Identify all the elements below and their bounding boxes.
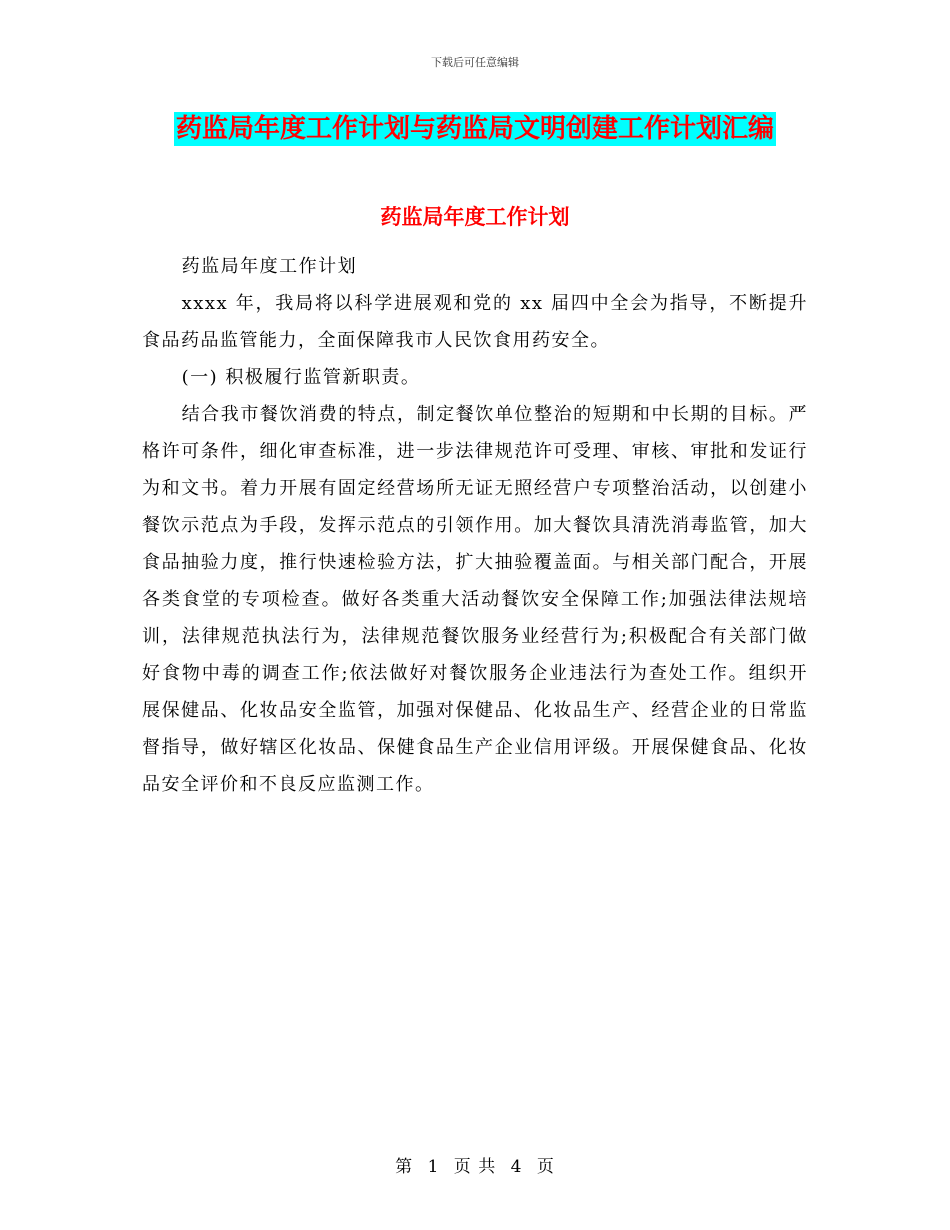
paragraph-subtitle: 药监局年度工作计划 xyxy=(181,256,358,277)
page-footer xyxy=(0,1152,950,1177)
document-title: 药监局年度工作计划与药监局文明创建工作计划汇编 xyxy=(175,114,774,144)
footer-mid: 页 共 xyxy=(453,1157,497,1177)
paragraph-intro: xxxx 年，我局将以科学进展观和党的 xx 届四中全会为指导，不断提升食品药品监管能力，全面保障我市人民饮食用药安全。 xyxy=(142,293,808,351)
footer-total-pages: 4 xyxy=(510,1157,523,1177)
paragraph-body: 结合我市餐饮消费的特点，制定餐饮单位整治的短期和中长期的目标。严格许可条件，细化审查标准，进一步法律规范许可受理、审核、审批和发证行为和文书。着力开展有固定经营场所无证无照经营户专项整治活动，以创建小餐饮示范点为手段，发挥示范点的引领作用。加大餐饮具清洗消毒监管，加大食品抽验力度，推行快速检验方法，扩大抽验覆盖面。与相关部门配合，开展各类食堂的专项检查。做好各类重大活动餐饮安全保障工作;加强法律法规培训，法律规范执法行为，法律规范餐饮服务业经营行为;积极配合有关部门做好食物中毒的调查工作;依法做好对餐饮服务企业违法行为查处工作。组织开展保健品、化妆品安全监管，加强对保健品、化妆品生产、经营企业的日常监督指导，做好辖区化妆品、保健食品生产企业信用评级。开展保健食品、化妆品安全评价和不良反应监测工作。 xyxy=(142,404,808,795)
header-note: 下载后可任意编辑 xyxy=(431,56,519,69)
footer-suffix: 页 xyxy=(536,1157,555,1177)
document-body xyxy=(142,248,808,803)
doc-title-container xyxy=(0,112,950,146)
footer-prefix: 第 xyxy=(395,1157,414,1177)
footer-page-number: 1 xyxy=(427,1157,440,1177)
paragraph-heading-1: (一) 积极履行监管新职责。 xyxy=(181,367,421,388)
section-title: 药监局年度工作计划 xyxy=(380,204,570,229)
